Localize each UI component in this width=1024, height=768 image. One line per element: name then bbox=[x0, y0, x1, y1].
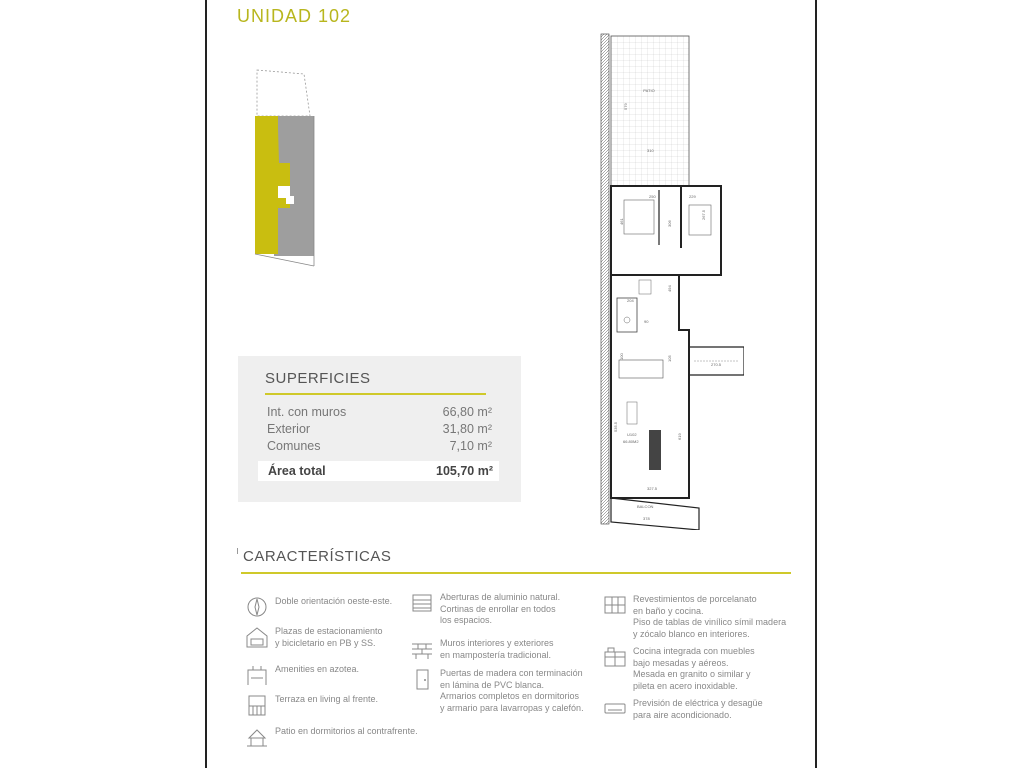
features-tick bbox=[237, 548, 238, 554]
svg-text:270.5: 270.5 bbox=[711, 362, 722, 367]
svg-text:494: 494 bbox=[667, 285, 672, 292]
surface-label: Int. con muros bbox=[267, 405, 347, 419]
feature-text: Patio en dormitorios al contrafrente. bbox=[275, 726, 418, 736]
svg-text:619: 619 bbox=[677, 433, 682, 440]
svg-text:90: 90 bbox=[644, 319, 649, 324]
feature-item bbox=[603, 594, 786, 640]
svg-text:229: 229 bbox=[689, 194, 696, 199]
feature-item bbox=[245, 626, 383, 649]
surface-value: 66,80 m² bbox=[442, 405, 492, 419]
svg-text:204: 204 bbox=[627, 298, 634, 303]
svg-text:378: 378 bbox=[643, 516, 650, 521]
surface-total-value: 105,70 m² bbox=[436, 464, 493, 478]
patio-label: PATIO bbox=[643, 88, 655, 93]
rooftop-icon bbox=[245, 664, 269, 686]
svg-text:U102: U102 bbox=[627, 432, 637, 437]
feature-text: Aberturas de aluminio natural. Cortinas de enrollar en todos los espacios. bbox=[440, 592, 561, 625]
feature-text: Revestimientos de porcelanato en baño y cocina. Piso de tablas de vinílico símil madera y zócalo blanco en interiores. bbox=[633, 594, 787, 639]
feature-text: Doble orientación oeste-este. bbox=[275, 596, 393, 606]
surface-value: 7,10 m² bbox=[449, 439, 492, 453]
floor-plan-drawing bbox=[599, 30, 744, 530]
kitchen-island bbox=[649, 430, 661, 470]
feature-item bbox=[410, 638, 554, 661]
brick-wall-icon bbox=[410, 638, 434, 660]
tiles-icon bbox=[603, 594, 627, 616]
surfaces-title: SUPERFICIES bbox=[265, 370, 371, 387]
unit-title: UNIDAD 102 bbox=[237, 6, 352, 26]
svg-text:327.5: 327.5 bbox=[647, 486, 658, 491]
surface-label: Comunes bbox=[267, 439, 321, 453]
feature-text: Terraza en living al frente. bbox=[275, 694, 379, 704]
surfaces-panel bbox=[238, 356, 521, 502]
svg-text:66.80M2: 66.80M2 bbox=[623, 439, 639, 444]
surface-row bbox=[267, 422, 492, 436]
svg-text:267.5: 267.5 bbox=[701, 209, 706, 220]
feature-item bbox=[245, 596, 392, 618]
svg-text:250: 250 bbox=[649, 194, 656, 199]
feature-item bbox=[603, 698, 763, 721]
kitchen-counter bbox=[619, 360, 663, 378]
feature-text: Muros interiores y exteriores en mampostería tradicional. bbox=[440, 638, 554, 660]
svg-text:579: 579 bbox=[623, 103, 628, 110]
patio-icon bbox=[245, 726, 269, 748]
feature-text: Cocina integrada con muebles bajo mesadas y aéreos. Mesada en granito o similar y pileta en acero inoxidable. bbox=[633, 646, 755, 691]
balcony bbox=[611, 498, 699, 530]
feature-item bbox=[603, 646, 755, 692]
surface-total-label: Área total bbox=[268, 464, 326, 478]
svg-text:535.5: 535.5 bbox=[613, 421, 618, 432]
kitchen-icon bbox=[603, 646, 627, 668]
features-title: CARACTERÍSTICAS bbox=[243, 548, 392, 565]
feature-item bbox=[410, 668, 584, 714]
air-conditioner-icon bbox=[603, 698, 627, 720]
svg-text:105: 105 bbox=[667, 355, 672, 362]
compass-icon bbox=[245, 596, 269, 618]
key-plan bbox=[252, 68, 324, 268]
svg-text:306: 306 bbox=[667, 220, 672, 227]
surface-row bbox=[267, 439, 492, 453]
feature-item bbox=[410, 592, 560, 627]
svg-text:461: 461 bbox=[619, 218, 624, 225]
features-divider bbox=[241, 572, 791, 574]
surfaces-divider bbox=[265, 393, 486, 395]
door-icon bbox=[410, 668, 434, 690]
feature-text: Puertas de madera con terminación en lámina de PVC blanca. Armarios completos en dormitorios y armario para lavarropas y calefón. bbox=[440, 668, 584, 713]
feature-text: Amenities en azotea. bbox=[275, 664, 360, 674]
svg-text:100: 100 bbox=[619, 353, 624, 360]
feature-item bbox=[245, 664, 359, 686]
balcony-label: BALCON bbox=[637, 504, 654, 509]
feature-item bbox=[245, 694, 378, 716]
surface-total-row bbox=[258, 461, 499, 481]
feature-text: Plazas de estacionamiento y bicicletario en PB y SS. bbox=[275, 626, 383, 648]
feature-text: Previsión de eléctrica y desagüe para aire acondicionado. bbox=[633, 698, 763, 720]
svg-text:310: 310 bbox=[647, 148, 654, 153]
surface-label: Exterior bbox=[267, 422, 311, 436]
feature-item bbox=[245, 726, 418, 748]
terrace-icon bbox=[245, 694, 269, 716]
bed-1 bbox=[624, 200, 654, 234]
surface-value: 31,80 m² bbox=[442, 422, 492, 436]
bathroom bbox=[617, 298, 637, 332]
window-icon bbox=[410, 592, 434, 614]
garage-icon bbox=[245, 626, 269, 648]
floor-plan-sheet bbox=[205, 0, 817, 768]
bed-2 bbox=[689, 205, 711, 235]
surface-row bbox=[267, 405, 492, 419]
patio-area bbox=[611, 36, 689, 186]
